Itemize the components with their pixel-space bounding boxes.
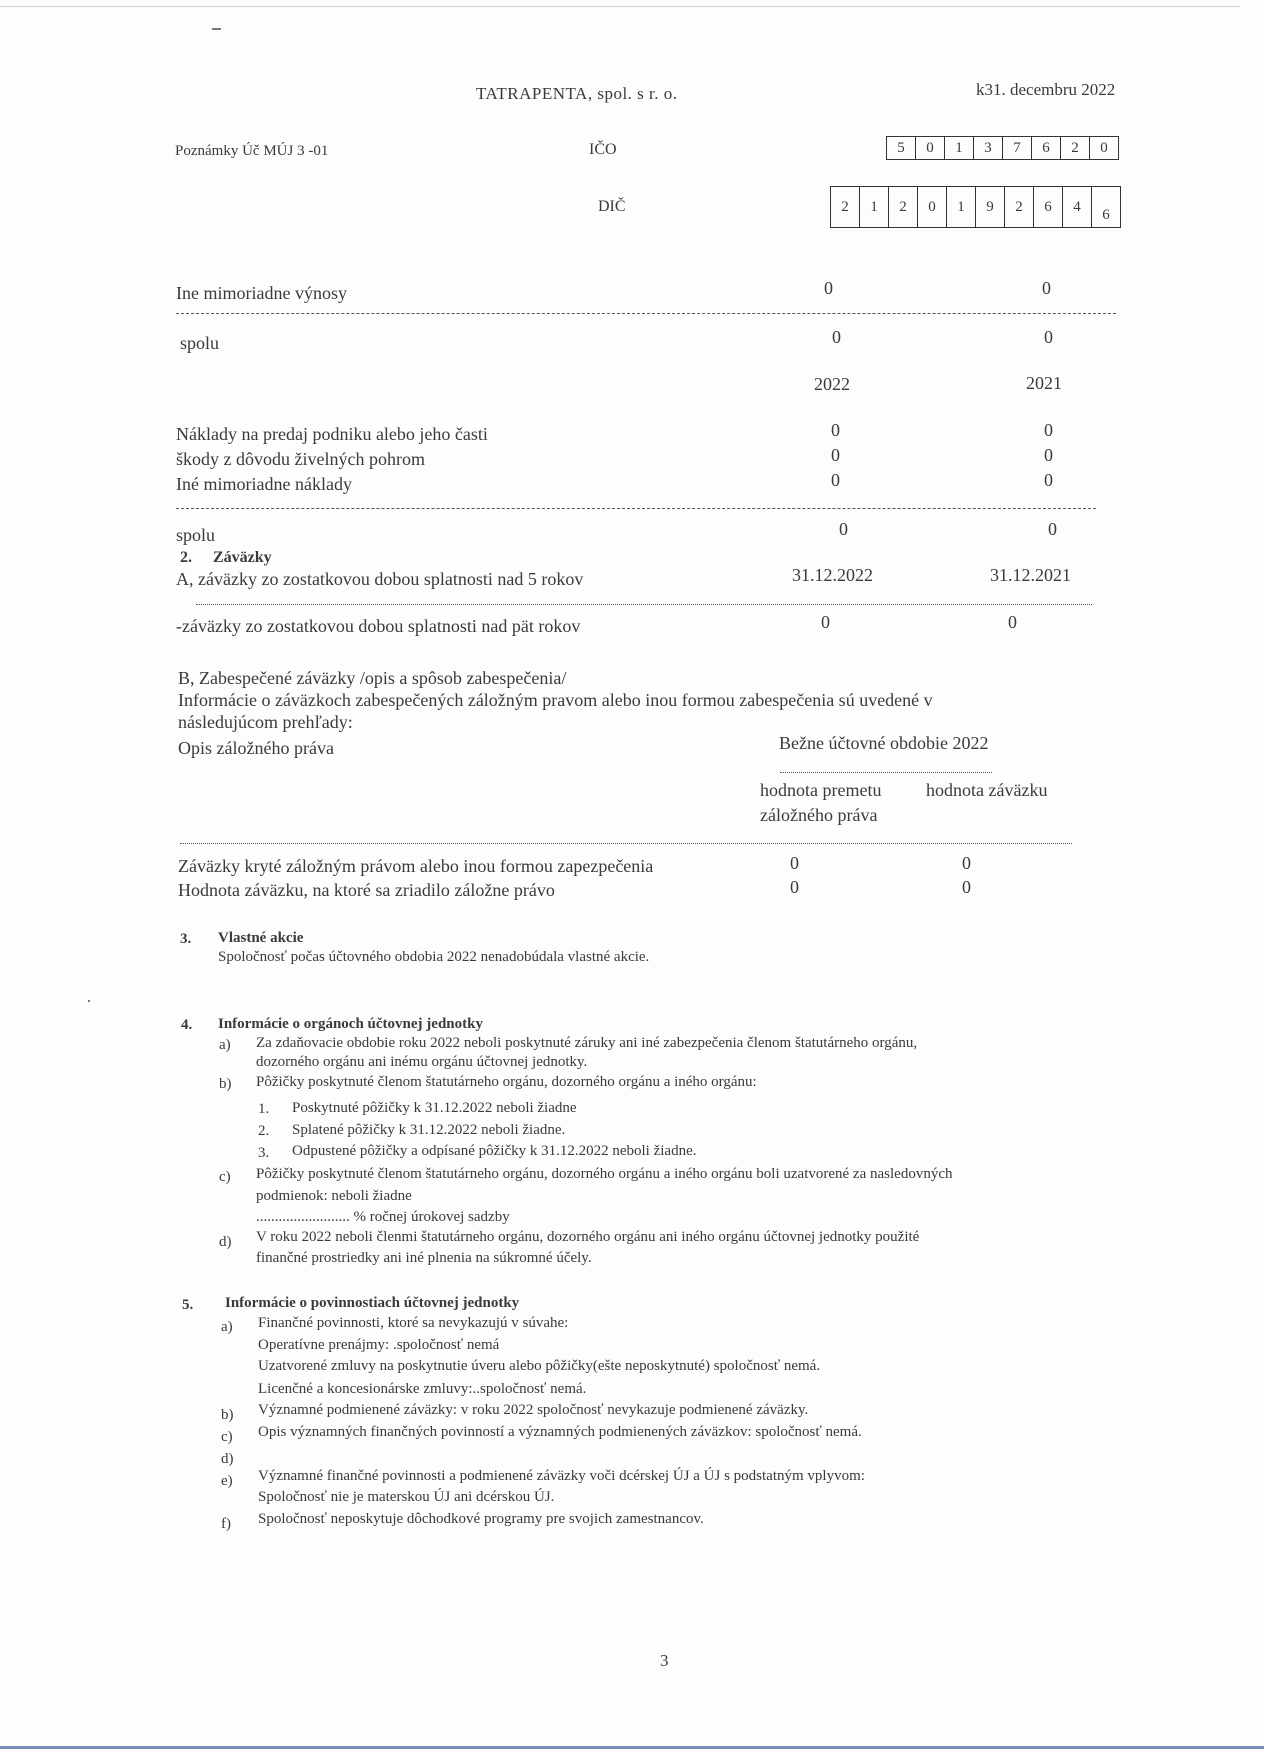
liabilities-a-date-previous: 31.12.2021 bbox=[990, 565, 1071, 585]
liabilities-b-text-2: následujúcom prehľady: bbox=[178, 712, 353, 732]
cost-row-2022: 0 bbox=[831, 470, 840, 490]
liabilities-b-row-v2: 0 bbox=[962, 877, 971, 897]
dotted-divider bbox=[780, 772, 992, 773]
dic-digit: 4 bbox=[1062, 187, 1091, 227]
section-5-a-line: Licenčné a koncesionárske zmluvy:..spoločnosť nemá. bbox=[258, 1381, 587, 1397]
section-5-c-text: Opis významných finančných povinností a významných podmienených záväzkov: spoločnosť nemá. bbox=[258, 1424, 862, 1440]
dotted-divider bbox=[196, 604, 1092, 605]
report-date: k31. decembru 2022 bbox=[976, 80, 1116, 99]
cost-row-label: Náklady na predaj podniku alebo jeho časti bbox=[176, 424, 488, 444]
section-3-number: 3. bbox=[180, 931, 192, 947]
section-4-c-line3: ......................... % ročnej úrokovej sadzby bbox=[256, 1209, 510, 1225]
section-2-number: 2. bbox=[180, 549, 192, 566]
section-5-number: 5. bbox=[182, 1297, 194, 1313]
revenue-total-2022: 0 bbox=[832, 327, 841, 347]
ico-digit: 5 bbox=[897, 140, 905, 156]
dic-label: DIČ bbox=[598, 198, 626, 215]
section-3-text: Spoločnosť počas účtovného obdobia 2022 nenadobúdala vlastné akcie. bbox=[218, 949, 650, 965]
section-4-b-item: Odpustené pôžičky a odpísané pôžičky k 31.12.2022 neboli žiadne. bbox=[292, 1143, 697, 1159]
scan-bottom-edge bbox=[0, 1746, 1264, 1749]
dic-digit: 6 bbox=[1033, 187, 1062, 227]
list-number: 1. bbox=[258, 1101, 270, 1117]
item-letter: d) bbox=[221, 1451, 234, 1467]
year-previous: 2021 bbox=[1026, 373, 1062, 393]
ico-digit: 6 bbox=[1031, 137, 1060, 159]
item-letter: d) bbox=[219, 1234, 232, 1250]
item-letter: a) bbox=[221, 1319, 233, 1335]
list-number: 3. bbox=[258, 1145, 270, 1161]
liabilities-b-period: Bežne účtovné obdobie 2022 bbox=[779, 733, 989, 753]
liabilities-b-label: B, Zabespečené záväzky /opis a spôsob zabespečenia/ bbox=[178, 668, 567, 688]
ico-digit: 1 bbox=[944, 137, 973, 159]
item-letter: b) bbox=[221, 1407, 234, 1423]
section-4-a-line1: Za zdaňovacie obdobie roku 2022 neboli poskytnuté záruky ani iné zabezpečenia členom štatutárneho orgánu, bbox=[256, 1035, 918, 1051]
revenue-row-2021: 0 bbox=[1042, 278, 1051, 298]
cost-row-2022: 0 bbox=[831, 445, 840, 465]
dic-digit: 1 bbox=[859, 187, 888, 227]
item-letter: b) bbox=[219, 1076, 232, 1092]
liabilities-a-label: A, záväzky zo zostatkovou dobou splatnosti nad 5 rokov bbox=[176, 569, 584, 589]
section-4-b-line: Pôžičky poskytnuté členom štatutárneho orgánu, dozorného orgánu a iného orgánu: bbox=[256, 1074, 757, 1090]
liabilities-b-row-label: Hodnota záväzku, na ktoré sa zriadilo záložne právo bbox=[178, 880, 555, 900]
ico-label: IČO bbox=[589, 141, 617, 158]
item-letter: c) bbox=[221, 1429, 233, 1445]
dic-digit: 1 bbox=[946, 187, 975, 227]
liabilities-b-opis: Opis záložného práva bbox=[178, 738, 334, 758]
cost-row-2021: 0 bbox=[1044, 470, 1053, 490]
scan-speck bbox=[88, 1000, 90, 1002]
section-4-b-item: Splatené pôžičky k 31.12.2022 neboli žiadne. bbox=[292, 1122, 566, 1138]
section-4-number: 4. bbox=[181, 1017, 193, 1033]
list-number: 2. bbox=[258, 1123, 270, 1139]
section-3-heading: Vlastné akcie bbox=[218, 930, 304, 946]
cost-total-label: spolu bbox=[176, 525, 216, 545]
liabilities-b-row-v1: 0 bbox=[790, 853, 799, 873]
section-5-f-text: Spoločnosť neposkytuje dôchodkové programy pre svojich zamestnancov. bbox=[258, 1511, 704, 1527]
liabilities-b-col1-line2: záložného práva bbox=[760, 805, 878, 825]
divider bbox=[176, 508, 1096, 509]
item-letter: f) bbox=[221, 1516, 231, 1532]
ico-digit: 2 bbox=[1060, 137, 1089, 159]
ico-digit: 0 bbox=[915, 137, 944, 159]
ico-digit: 3 bbox=[973, 137, 1002, 159]
section-2-heading: Záväzky bbox=[213, 549, 272, 566]
section-5-heading: Informácie o povinnostiach účtovnej jednotky bbox=[225, 1295, 520, 1311]
section-4-b-item: Poskytnuté pôžičky k 31.12.2022 neboli žiadne bbox=[292, 1100, 577, 1116]
cost-row-2022: 0 bbox=[831, 420, 840, 440]
notes-label: Poznámky Úč MÚJ 3 -01 bbox=[175, 143, 329, 159]
section-4-d-line1: V roku 2022 neboli členmi štatutárneho orgánu, dozorného orgánu ani iného orgánu účtovnej jednotky použité bbox=[256, 1229, 920, 1245]
revenue-row-2022: 0 bbox=[824, 278, 833, 298]
item-letter: a) bbox=[219, 1037, 231, 1053]
year-current: 2022 bbox=[814, 374, 850, 394]
liabilities-a-row-label: -záväzky zo zostatkovou dobou splatnosti nad pät rokov bbox=[176, 616, 581, 636]
liabilities-b-row-v2: 0 bbox=[962, 853, 971, 873]
dic-digit: 2 bbox=[841, 199, 849, 215]
dotted-divider bbox=[180, 843, 1072, 844]
item-letter: c) bbox=[219, 1169, 231, 1185]
section-4-c-line2: podmienok: neboli žiadne bbox=[256, 1188, 412, 1204]
scan-speck bbox=[212, 28, 221, 30]
liabilities-b-col1-line1: hodnota premetu bbox=[760, 780, 882, 800]
section-5-a-line: Finančné povinnosti, ktoré sa nevykazujú v súvahe: bbox=[258, 1315, 569, 1331]
section-5-a-line: Operatívne prenájmy: .spoločnosť nemá bbox=[258, 1337, 500, 1353]
section-5-a-line: Uzatvorené zmluvy na poskytnutie úveru alebo pôžičky(ešte neposkytnuté) spoločnosť nemá. bbox=[258, 1358, 821, 1374]
liabilities-a-row-previous: 0 bbox=[1008, 612, 1017, 632]
cost-row-label: Iné mimoriadne náklady bbox=[176, 474, 352, 494]
page-number: 3 bbox=[660, 1651, 669, 1670]
section-5-e-line1: Významné finančné povinnosti a podmienené záväzky voči dcérskej ÚJ a ÚJ s podstatným vplyvom: bbox=[258, 1468, 865, 1484]
item-letter: e) bbox=[221, 1473, 233, 1489]
dic-digit: 6 bbox=[1091, 187, 1120, 227]
dic-digit: 9 bbox=[975, 187, 1004, 227]
ico-boxes bbox=[886, 136, 1119, 160]
cost-total-2022: 0 bbox=[839, 519, 848, 539]
section-4-d-line2: finančné prostriedky ani iné plnenia na súkromné účely. bbox=[256, 1250, 592, 1266]
section-5-e-line2: Spoločnosť nie je materskou ÚJ ani dcérskou ÚJ. bbox=[258, 1489, 555, 1505]
scan-top-edge bbox=[0, 6, 1240, 7]
ico-digit: 7 bbox=[1002, 137, 1031, 159]
revenue-total-label: spolu bbox=[180, 333, 220, 353]
ico-digit: 0 bbox=[1089, 137, 1118, 159]
liabilities-a-date-current: 31.12.2022 bbox=[792, 565, 873, 585]
dic-digit: 2 bbox=[888, 187, 917, 227]
section-4-heading: Informácie o orgánoch účtovnej jednotky bbox=[218, 1016, 483, 1032]
dic-digit: 0 bbox=[917, 187, 946, 227]
divider bbox=[176, 313, 1116, 314]
cost-row-label: škody z dôvodu živelných pohrom bbox=[176, 449, 425, 469]
cost-row-2021: 0 bbox=[1044, 445, 1053, 465]
liabilities-b-col2: hodnota záväzku bbox=[926, 780, 1048, 800]
revenue-total-2021: 0 bbox=[1044, 327, 1053, 347]
section-5-b-text: Významné podmienené záväzky: v roku 2022 spoločnosť nevykazuje podmienené záväzky. bbox=[258, 1402, 809, 1418]
cost-row-2021: 0 bbox=[1044, 420, 1053, 440]
dic-digit: 2 bbox=[1004, 187, 1033, 227]
revenue-row-label: Ine mimoriadne výnosy bbox=[176, 283, 347, 303]
liabilities-b-row-v1: 0 bbox=[790, 877, 799, 897]
cost-total-2021: 0 bbox=[1048, 519, 1057, 539]
company-name: TATRAPENTA, spol. s r. o. bbox=[476, 84, 678, 103]
dic-boxes bbox=[830, 186, 1121, 228]
section-4-c-line1: Pôžičky poskytnuté členom štatutárneho orgánu, dozorného orgánu a iného orgánu boli uzatvorené za nasledovných bbox=[256, 1166, 953, 1182]
liabilities-b-row-label: Záväzky kryté záložným právom alebo inou formou zapezpečenia bbox=[178, 856, 654, 876]
liabilities-a-row-current: 0 bbox=[821, 612, 830, 632]
section-4-a-line2: dozorného orgánu ani inému orgánu účtovnej jednotky. bbox=[256, 1054, 588, 1070]
liabilities-b-text-1: Informácie o záväzkoch zabespečených záložným pravom alebo inou formou zabespečenia sú uvedené v bbox=[178, 690, 933, 710]
